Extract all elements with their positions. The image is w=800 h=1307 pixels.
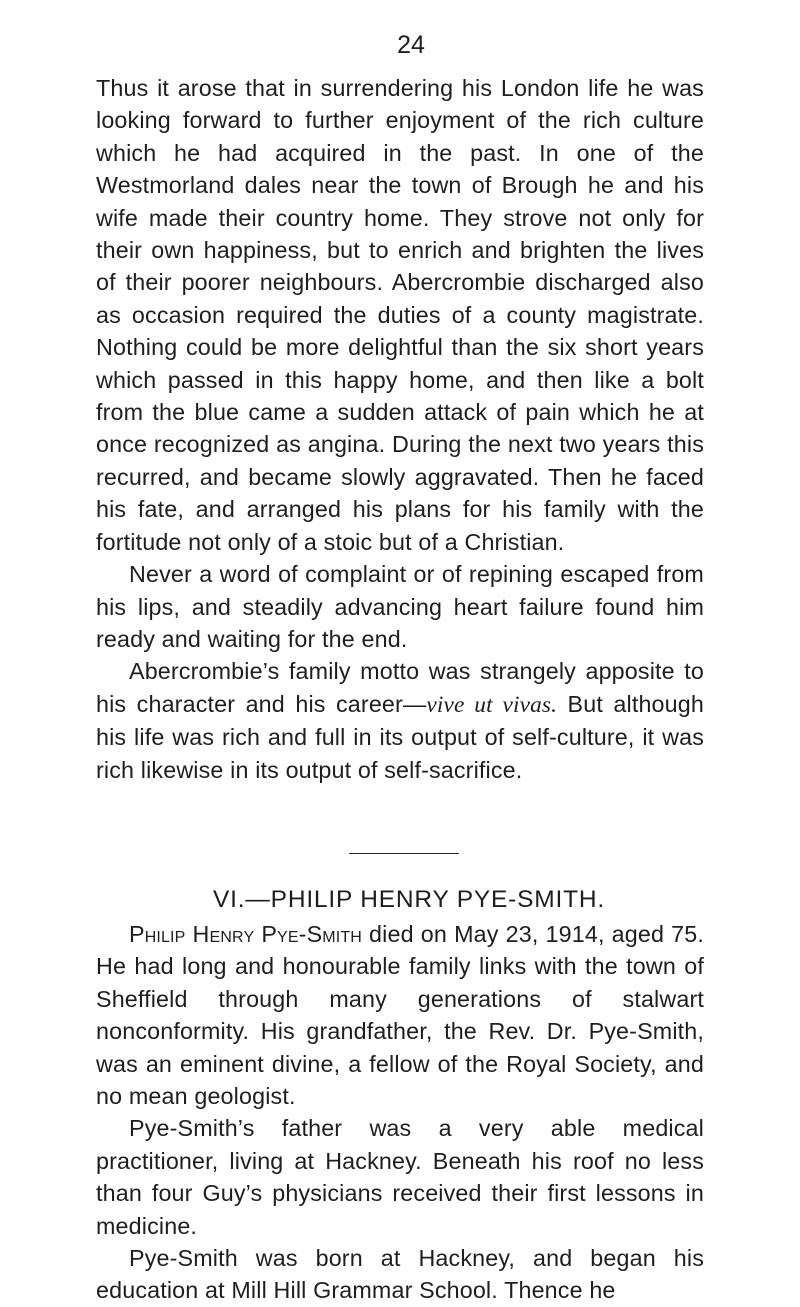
section-heading: VI.—PHILIP HENRY PYE-SMITH.	[213, 885, 605, 913]
motto-trailing-text: But although his life was rich and full in its output of self-culture, it was rich likewise in its output of self-sacrifice.	[96, 690, 704, 783]
section-divider	[349, 853, 459, 854]
intro-text: died on May 23, 1914, aged 75. He had long and honourable family links with the town of Sheffield through many generations of stalwart nonconformity. His grandfather, the Rev. Dr. Pye-Smith, was an eminent divine, a fellow of the Royal Society, and no mean geologist.	[96, 920, 704, 1109]
book-page	[96, 30, 704, 1307]
subject-name: Philip Henry Pye-Smith	[129, 920, 362, 947]
family-motto: vive ut vivas.	[426, 691, 558, 718]
paragraph-abercrombie-family-motto	[96, 655, 704, 786]
paragraph-abercrombie-retirement: Thus it arose that in surrendering his London life he was looking forward to further enjoyment of the rich culture which he had acquired in the past. In one of the Westmorland dales near the town of Brough he and his wife made their country home. They strove not only for their own happiness, but to enrich and brighten the lives of their poorer neighbours. Abercrombie discharged also as occasion required the duties of a county magistrate. Nothing could be more delightful than the six short years which passed in this happy home, and then like a bolt from the blue came a sudden attack of pain which he at once recognized as angina. During the next two years this recurred, and became slowly aggravated. Then he faced his fate, and arranged his plans for his family with the fortitude not only of a stoic but of a Christian.	[96, 75, 704, 555]
motto-lead-text: Abercrombie’s family motto was strangely apposite to his character and his career—	[96, 658, 704, 717]
paragraph-pye-smith-intro	[96, 918, 704, 1112]
paragraph-pye-smith-father: Pye-Smith’s father was a very able medical practitioner, living at Hackney. Beneath his roof no less than four Guy’s physicians received their first lessons in medicine.	[96, 1115, 704, 1239]
paragraph-pye-smith-education: Pye-Smith was born at Hackney, and began his education at Mill Hill Grammar School. Thence he	[96, 1245, 704, 1304]
page-number: 24	[397, 31, 425, 59]
paragraph-abercrombie-final-illness: Never a word of complaint or of repining escaped from his lips, and steadily advancing heart failure found him ready and waiting for the end.	[96, 561, 704, 652]
